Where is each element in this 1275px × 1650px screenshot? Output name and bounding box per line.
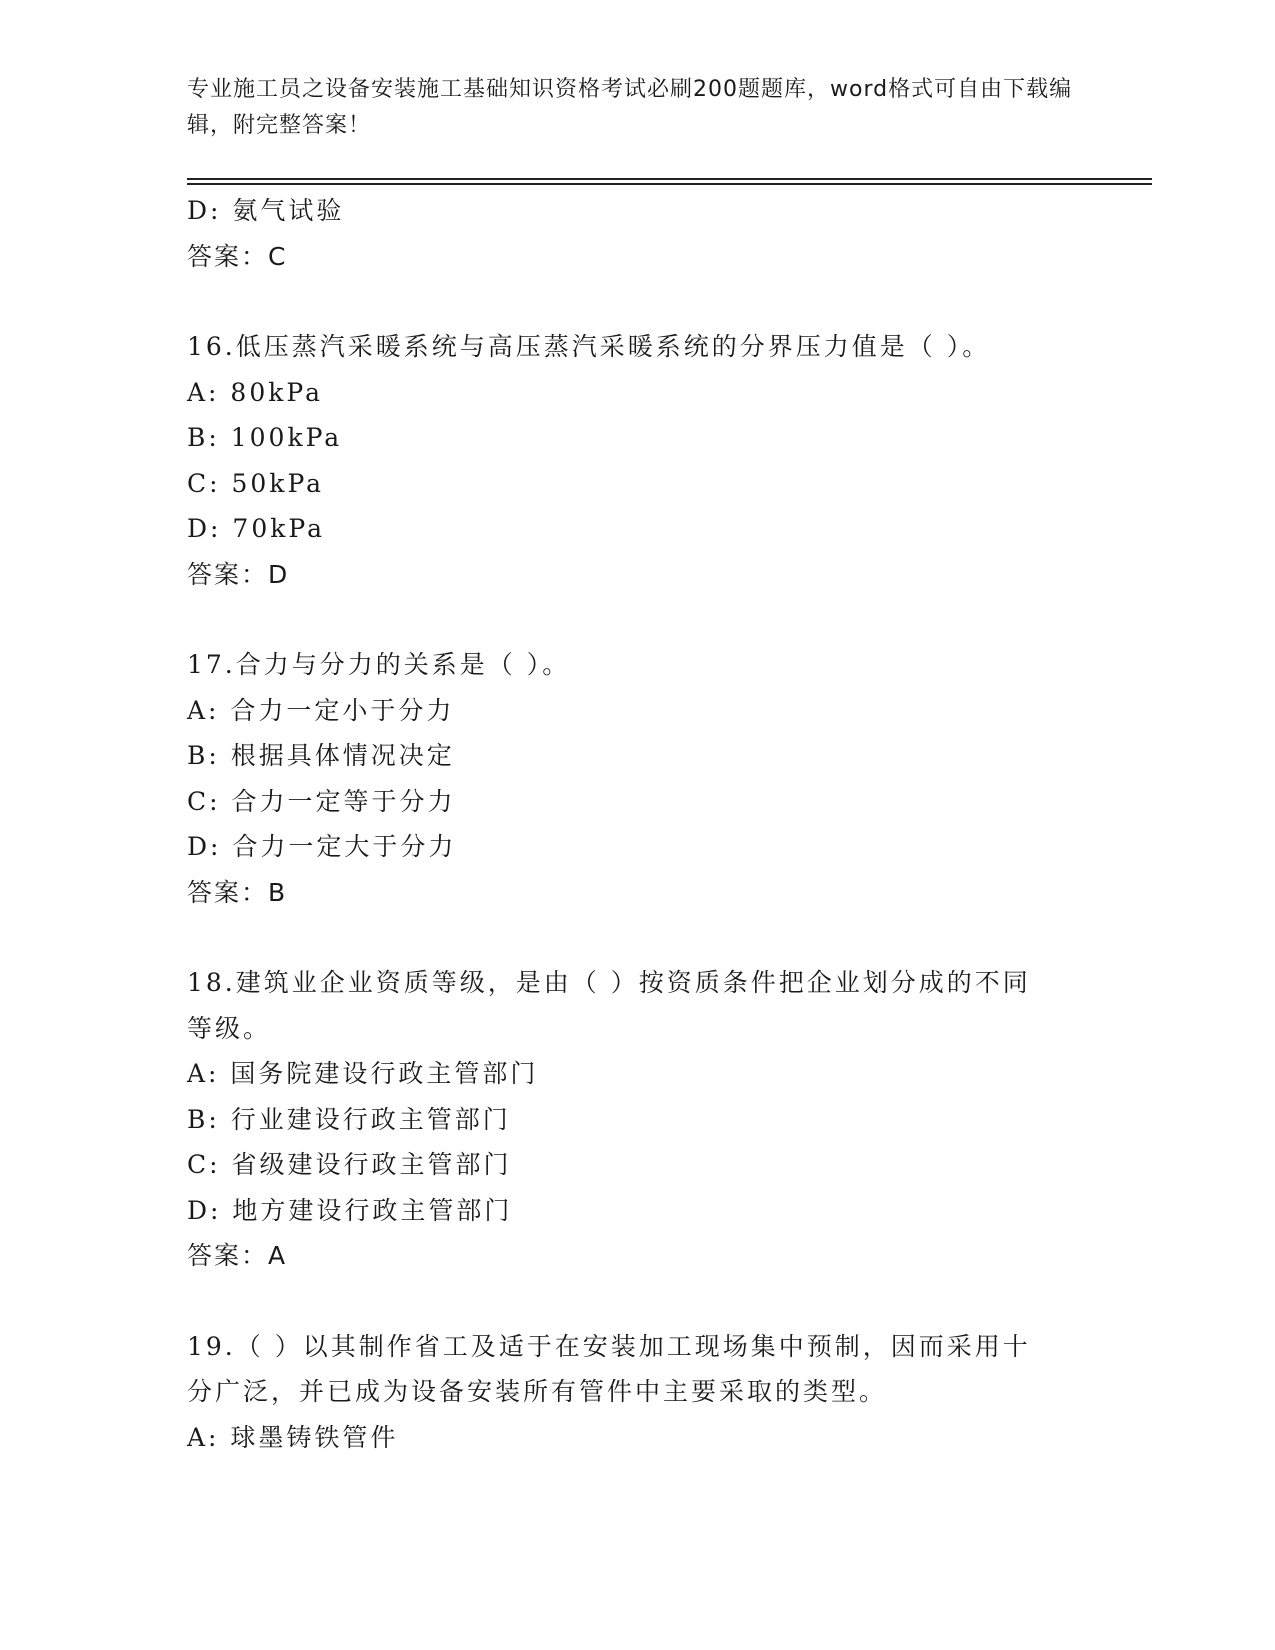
question-stem-line-2: 等级。 — [187, 1013, 272, 1043]
answer-line — [187, 870, 1067, 916]
option-a: A: 合力一定小于分力 — [187, 695, 455, 725]
question-stem: 16.低压蒸汽采暖系统与高压蒸汽采暖系统的分界压力值是（ ）。 — [187, 332, 991, 361]
spacer — [187, 597, 1067, 642]
answer-line — [187, 552, 1067, 598]
answer-value: A — [268, 1241, 288, 1270]
option-b: B: 行业建设行政主管部门 — [187, 1104, 511, 1134]
question-stem-line-1: 19.（ ）以其制作省工及适于在安装加工现场集中预制，因而采用十 — [187, 1331, 1031, 1361]
option-c: C: 50kPa — [187, 468, 325, 498]
answer-value: C — [268, 241, 288, 271]
answer-label: 答案： — [187, 559, 269, 589]
option-a: A: 80kPa — [187, 377, 323, 407]
question-list — [187, 188, 1067, 1460]
answer-value: D — [268, 559, 290, 589]
option-a: A: 国务院建设行政主管部门 — [187, 1059, 539, 1088]
option-b: B: 根据具体情况决定 — [187, 741, 455, 770]
question-stem-line-1: 18.建筑业企业资质等级，是由（ ）按资质条件把企业划分成的不同 — [187, 968, 1031, 997]
spacer — [187, 915, 1067, 960]
document-header — [187, 72, 1077, 144]
answer-line — [187, 1233, 1067, 1279]
option-d: D: 地方建设行政主管部门 — [187, 1195, 513, 1225]
option-d: D: 氨气试验 — [187, 196, 345, 225]
spacer — [187, 279, 1067, 324]
answer-label: 答案： — [187, 1241, 269, 1270]
answer-label: 答案： — [187, 877, 269, 907]
header-divider-bottom — [187, 183, 1152, 185]
header-divider-top — [187, 178, 1152, 180]
spacer — [187, 1279, 1067, 1324]
option-d: D: 70kPa — [187, 514, 325, 543]
question-stem-line-2: 分广泛，并已成为设备安装所有管件中主要采取的类型。 — [187, 1377, 888, 1406]
question-stem: 17.合力与分力的关系是（ ）。 — [187, 650, 571, 679]
answer-value: B — [268, 877, 288, 907]
option-b: B: 100kPa — [187, 423, 343, 452]
header-title: 专业施工员之设备安装施工基础知识资格考试必刷200题题库，word格式可自由下载编辑，附完整答案！ — [187, 77, 1073, 138]
answer-line — [187, 234, 1067, 280]
option-c: C: 省级建设行政主管部门 — [187, 1150, 512, 1179]
option-a: A: 球墨铸铁管件 — [187, 1422, 399, 1452]
option-d: D: 合力一定大于分力 — [187, 832, 457, 861]
option-c: C: 合力一定等于分力 — [187, 786, 456, 816]
answer-label: 答案： — [187, 241, 269, 271]
